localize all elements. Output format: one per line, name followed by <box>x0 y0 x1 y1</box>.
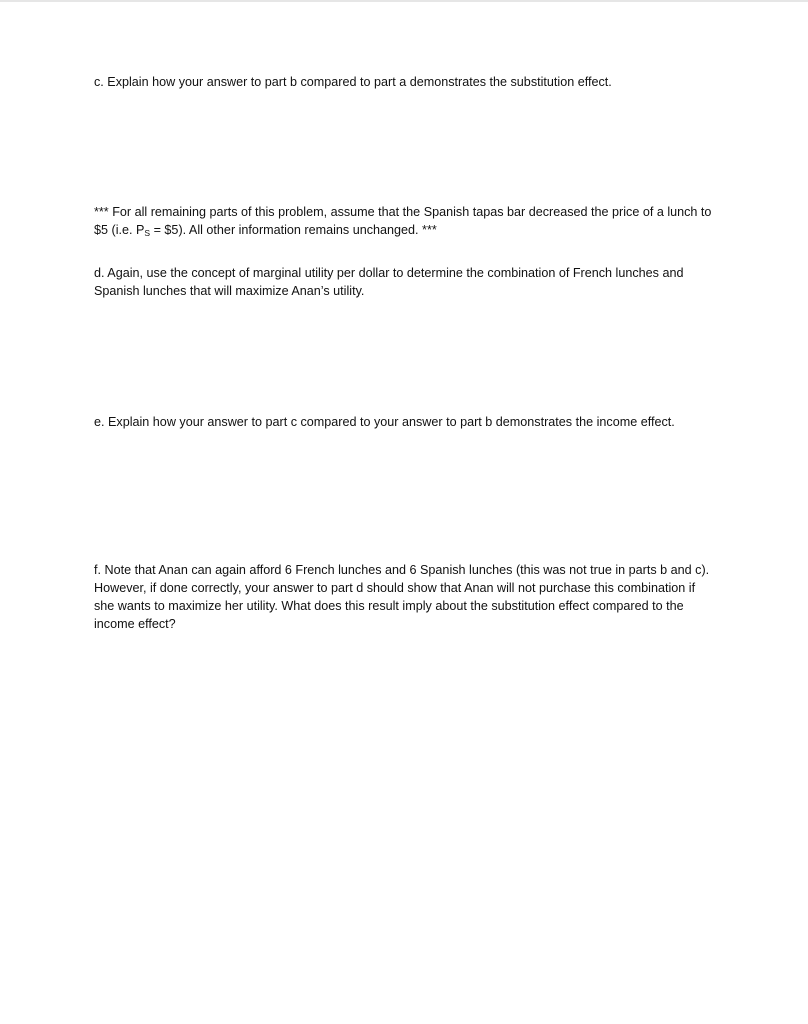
question-e: e. Explain how your answer to part c compared to your answer to part b demonstrates the income effect. <box>94 415 675 429</box>
question-f: f. Note that Anan can again afford 6 French lunches and 6 Spanish lunches (this was not true in parts b and c). However, if done correctly, your answer to part d should show that Anan will not purchase this combination if she wants to maximize her utility. What does this result imply about the substitution effect compared to the income effect? <box>94 563 710 631</box>
question-d: d. Again, use the concept of marginal utility per dollar to determine the combination of French lunches and Spanish lunches that will maximize Anan’s utility. <box>94 266 684 298</box>
question-c: c. Explain how your answer to part b compared to part a demonstrates the substitution effect. <box>94 75 612 89</box>
note-text-end: = $5). All other information remains unchanged. *** <box>150 223 437 237</box>
note-subscript: S <box>144 228 151 238</box>
assumption-note <box>94 203 714 242</box>
note-text-start: *** For all remaining parts of this problem, assume that the Spanish tapas bar decreased the price of a lunch to $5 (i.e. P <box>94 205 712 237</box>
